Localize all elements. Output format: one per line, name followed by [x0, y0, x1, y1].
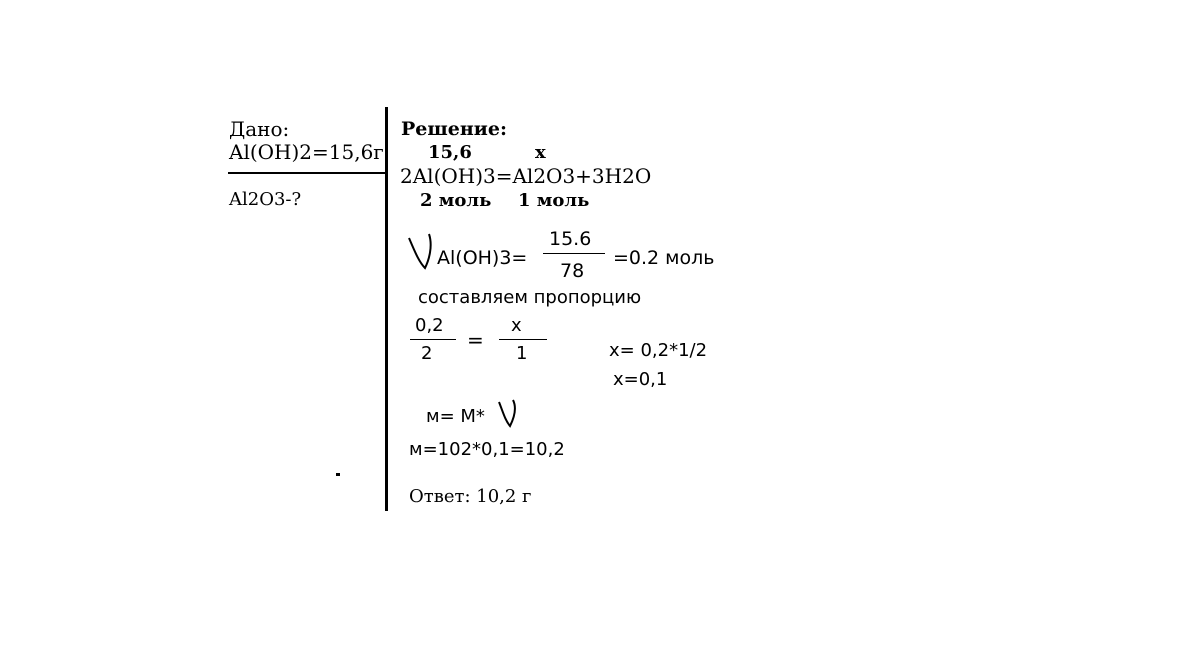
given-value: Al(OH)2=15,6г [229, 140, 384, 164]
vertical-divider [385, 107, 388, 511]
prop-equals: = [467, 328, 484, 352]
prop-right-denominator: 1 [516, 343, 528, 364]
prop-right-bar [499, 339, 547, 340]
prop-left-bar [410, 339, 456, 340]
equation-below-left: 2 моль [420, 190, 492, 211]
find-value: Al2O3-? [229, 189, 302, 210]
prop-left-numerator: 0,2 [415, 315, 444, 336]
nu-symbol-icon [497, 398, 519, 428]
given-heading: Дано: [229, 117, 290, 141]
solution-heading: Решение: [401, 118, 507, 140]
moles-fraction-bar [543, 253, 605, 254]
equation-below-right: 1 моль [518, 190, 590, 211]
x-value: x=0,1 [613, 369, 668, 390]
reaction-equation: 2Al(OH)3=Al2O3+3H2O [400, 164, 652, 188]
x-expression: x= 0,2*1/2 [609, 340, 708, 361]
moles-numerator: 15.6 [549, 228, 592, 250]
equation-above-left: 15,6 [428, 142, 472, 163]
prop-left-denominator: 2 [421, 343, 433, 364]
equation-above-right: x [535, 142, 546, 163]
moles-result: =0.2 моль [613, 247, 715, 269]
moles-lhs: Al(OH)3= [437, 247, 528, 269]
mass-formula: м= M* [426, 406, 485, 427]
moles-denominator: 78 [560, 260, 585, 282]
stray-mark [336, 473, 340, 476]
given-divider [228, 172, 388, 174]
mass-calculation: м=102*0,1=10,2 [409, 439, 565, 460]
prop-right-numerator: x [511, 315, 522, 336]
nu-symbol-icon [407, 232, 437, 270]
answer: Ответ: 10,2 г [409, 486, 532, 507]
proportion-text: составляем пропорцию [418, 287, 642, 308]
